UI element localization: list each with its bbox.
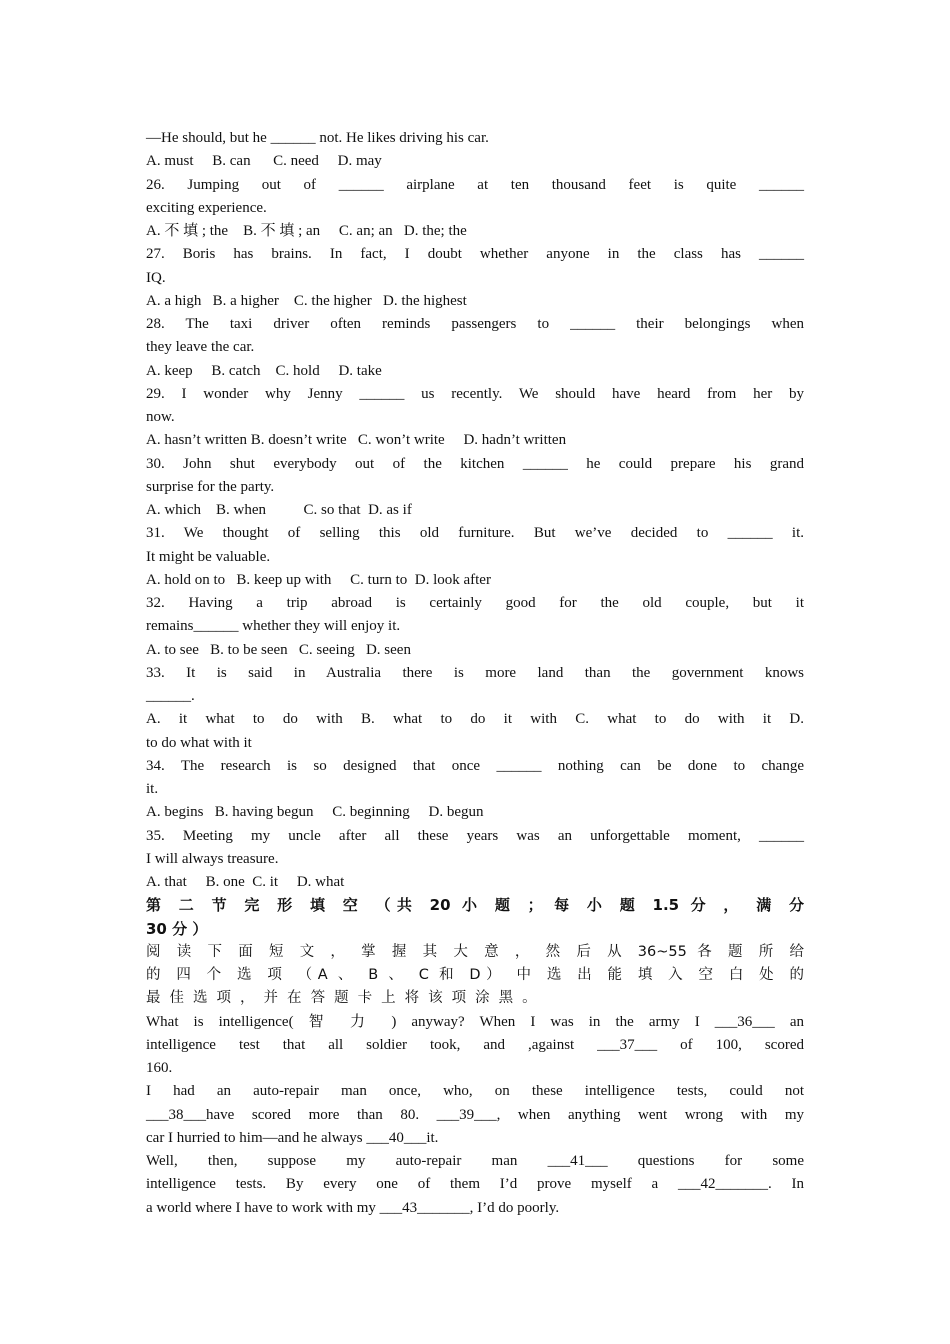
text-line: A. that B. one C. it D. what: [146, 874, 345, 890]
text-line: 29. I wonder why Jenny ______ us recently. We should have heard from her by: [146, 385, 804, 402]
text-body: [146, 127, 804, 1220]
text-line: now.: [146, 409, 175, 425]
instruction-line: 最 佳 选 项 ， 并 在 答 题 卡 上 将 该 项 涂 黑 。: [146, 990, 539, 1007]
text-line: 35. Meeting my uncle after all these years was an unforgettable moment, ______: [146, 827, 804, 844]
text-line: 33. It is said in Australia there is more land than the government knows: [146, 664, 804, 681]
text-line: ______.: [146, 688, 195, 704]
section-heading-line: 30 分 ）: [146, 919, 208, 938]
text-line: 26. Jumping out of ______ airplane at ten thousand feet is quite ______: [146, 176, 804, 193]
instruction-line: 阅 读 下 面 短 文 ， 掌 握 其 大 意 ， 然 后 从 36~55 各 题 所 给: [146, 943, 804, 960]
text-line: A. 不 填 ; the B. 不 填 ; an C. an; an D. the; the: [146, 223, 467, 239]
exam-page: [146, 127, 804, 1220]
text-line: intelligence tests. By every one of them I’d prove myself a ___42_______. In: [146, 1176, 804, 1193]
section-heading-line: 第 二 节 完 形 填 空 （共 20 小 题 ； 每 小 题 1.5 分 ， 满 分: [146, 896, 804, 915]
text-line: What is intelligence( 智 力 ) anyway? When I was in the army I ___36___ an: [146, 1013, 804, 1030]
text-line: I will always treasure.: [146, 850, 279, 867]
text-line: car I hurried to him—and he always ___40___it.: [146, 1129, 439, 1146]
text-line: A. hold on to B. keep up with C. turn to D. look after: [146, 571, 491, 588]
text-line: surprise for the party.: [146, 478, 275, 495]
text-line: A. begins B. having begun C. beginning D. begun: [146, 804, 484, 821]
text-line: 34. The research is so designed that once ______ nothing can be done to change: [146, 757, 804, 774]
text-line: it.: [146, 781, 159, 797]
text-line: A. to see B. to be seen C. seeing D. seen: [146, 641, 411, 658]
text-line: 30. John shut everybody out of the kitchen ______ he could prepare his grand: [146, 455, 804, 472]
text-line: ___38___have scored more than 80. ___39___, when anything went wrong with my: [146, 1106, 804, 1123]
text-line: intelligence test that all soldier took, and ,against ___37___ of 100, scored: [146, 1036, 804, 1053]
text-line: 160.: [146, 1060, 173, 1076]
text-line: A. a high B. a higher C. the higher D. the highest: [146, 292, 467, 309]
text-line: I had an auto-repair man once, who, on these intelligence tests, could not: [146, 1083, 804, 1100]
text-line: A. must B. can C. need D. may: [146, 153, 382, 170]
text-line: A. which B. when C. so that D. as if: [146, 502, 412, 518]
text-line: IQ.: [146, 269, 166, 286]
text-line: A. keep B. catch C. hold D. take: [146, 362, 382, 379]
text-line: A. hasn’t written B. doesn’t write C. won’t write D. hadn’t written: [146, 432, 567, 449]
text-line: 28. The taxi driver often reminds passengers to ______ their belongings when: [146, 316, 804, 332]
text-line: a world where I have to work with my ___43_______, I’d do poorly.: [146, 1199, 560, 1216]
text-line: remains______ whether they will enjoy it.: [146, 618, 401, 635]
text-line: exciting experience.: [146, 199, 267, 216]
text-line: —He should, but he ______ not. He likes driving his car.: [146, 130, 489, 146]
text-line: Well, then, suppose my auto-repair man ___41___ questions for some: [146, 1153, 804, 1169]
text-line: 27. Boris has brains. In fact, I doubt whether anyone in the class has ______: [146, 246, 804, 263]
instruction-line: 的 四 个 选 项 （A 、 B 、 C 和 D） 中 选 出 能 填 入 空 白 处 的: [146, 967, 804, 983]
text-line: 32. Having a trip abroad is certainly good for the old couple, but it: [146, 595, 804, 611]
text-line: to do what with it: [146, 734, 252, 751]
text-line: 31. We thought of selling this old furniture. But we’ve decided to ______ it.: [146, 525, 804, 542]
text-line: they leave the car.: [146, 339, 255, 356]
text-line: It might be valuable.: [146, 548, 271, 565]
text-line: A. it what to do with B. what to do it with C. what to do with it D.: [146, 711, 804, 728]
